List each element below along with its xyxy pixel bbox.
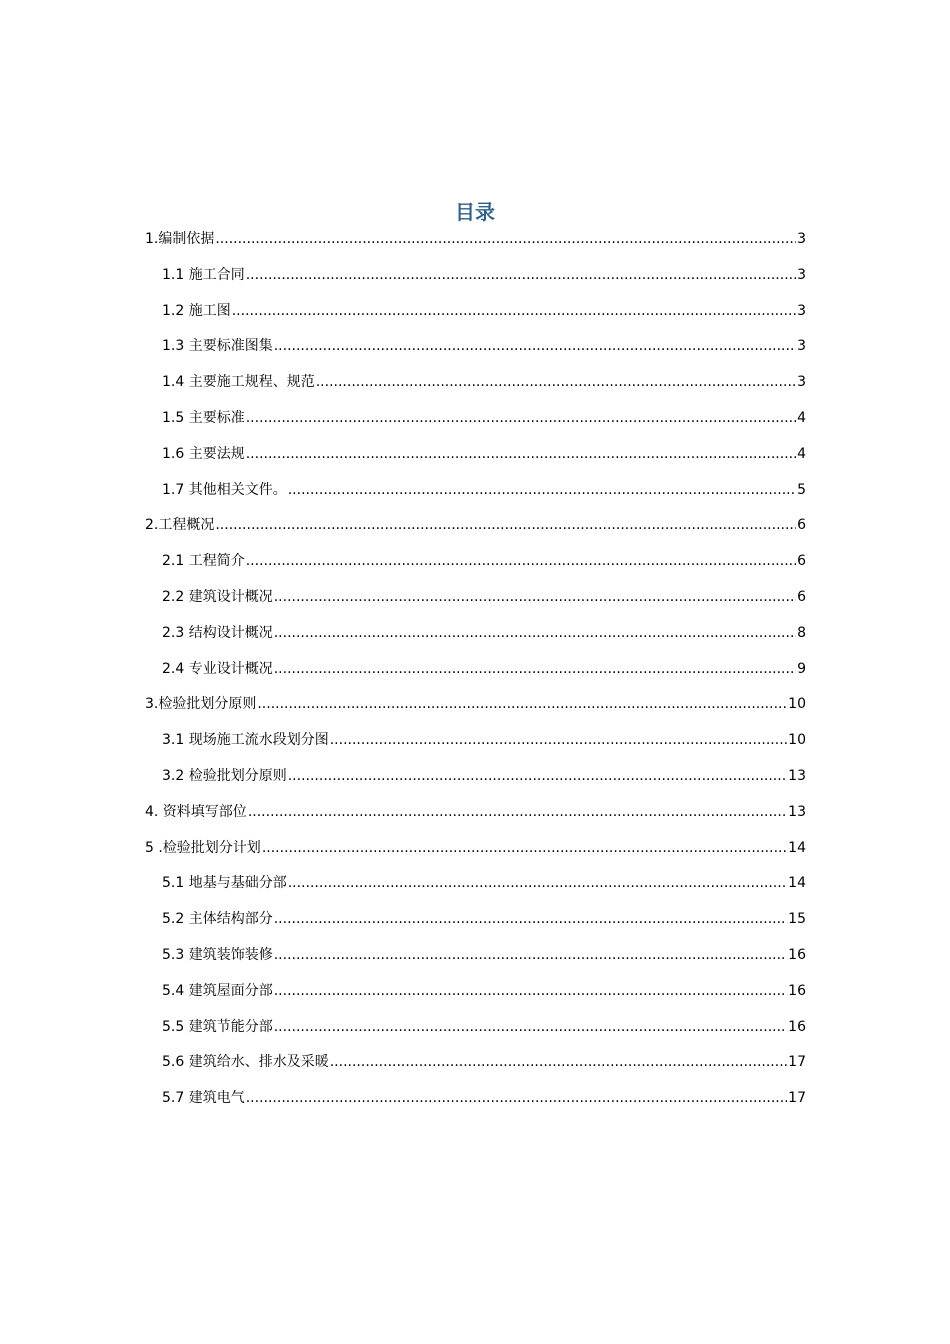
toc-dot-leader (330, 1045, 787, 1081)
toc-entry[interactable] (145, 902, 806, 938)
toc-dot-leader (257, 687, 787, 723)
toc-entry[interactable] (145, 222, 806, 258)
toc-dot-leader (248, 795, 787, 831)
toc-page-number: 4 (797, 409, 806, 426)
toc-entry-label: 5.3 建筑装饰装修 (162, 946, 273, 963)
toc-dot-leader (232, 294, 796, 330)
toc-entry[interactable] (145, 938, 806, 974)
toc-dot-leader (274, 329, 796, 365)
toc-dot-leader (274, 902, 787, 938)
toc-page-number: 3 (797, 266, 806, 283)
toc-dot-leader (274, 616, 796, 652)
toc-entry-label: 4. 资料填写部位 (145, 803, 247, 820)
toc-entry-label: 1.1 施工合同 (162, 266, 245, 283)
toc-entry[interactable] (145, 974, 806, 1010)
toc-dot-leader (288, 866, 787, 902)
toc-entry[interactable] (145, 365, 806, 401)
toc-dot-leader (246, 437, 796, 473)
toc-entry[interactable] (145, 508, 806, 544)
toc-page-number: 5 (797, 481, 806, 498)
toc-dot-leader (288, 759, 787, 795)
toc-entry[interactable] (145, 1045, 806, 1081)
toc-page-number: 8 (797, 624, 806, 641)
toc-entry[interactable] (145, 759, 806, 795)
toc-entry-label: 1.4 主要施工规程、规范 (162, 374, 315, 391)
toc-dot-leader (215, 508, 796, 544)
toc-entry-label: 5.4 建筑屋面分部 (162, 982, 273, 999)
toc-dot-leader (316, 365, 796, 401)
toc-page-number: 3 (797, 231, 806, 247)
toc-page-number: 16 (788, 1018, 806, 1035)
toc-page-number: 4 (797, 445, 806, 462)
toc-entry-label: 5.6 建筑给水、排水及采暖 (162, 1054, 329, 1071)
toc-entry-label: 2.4 专业设计概况 (162, 660, 273, 677)
toc-entry-label: 5.7 建筑电气 (162, 1090, 245, 1107)
toc-page-number: 14 (788, 839, 806, 856)
toc-entry-label: 2.1 工程简介 (162, 553, 245, 570)
toc-entry[interactable] (145, 1010, 806, 1046)
table-of-contents (145, 222, 806, 1117)
toc-entry[interactable] (145, 544, 806, 580)
toc-dot-leader (246, 401, 796, 437)
toc-page-number: 16 (788, 946, 806, 963)
toc-entry[interactable] (145, 866, 806, 902)
toc-page-number: 17 (788, 1054, 806, 1071)
toc-entry[interactable] (145, 258, 806, 294)
toc-entry-label: 5.1 地基与基础分部 (162, 875, 287, 892)
toc-entry[interactable] (145, 795, 806, 831)
toc-entry-label: 3.2 检验批划分原则 (162, 767, 287, 784)
toc-page-number: 13 (788, 803, 806, 820)
toc-page-number: 10 (788, 696, 806, 713)
toc-entry[interactable] (145, 294, 806, 330)
toc-page-number: 16 (788, 982, 806, 999)
toc-entry-label: 2.3 结构设计概况 (162, 624, 273, 641)
toc-entry[interactable] (145, 616, 806, 652)
toc-page-number: 15 (788, 911, 806, 928)
toc-entry-label: 3.检验批划分原则 (145, 696, 257, 713)
toc-entry-label: 1.3 主要标准图集 (162, 338, 273, 355)
toc-entry[interactable] (145, 580, 806, 616)
toc-entry-label: 5 .检验批划分计划 (145, 839, 261, 856)
toc-entry-label: 1.7 其他相关文件。 (162, 481, 287, 498)
toc-entry-label: 1.编制依据 (145, 231, 215, 247)
toc-entry-label: 5.2 主体结构部分 (162, 911, 273, 928)
toc-entry[interactable] (145, 831, 806, 867)
toc-dot-leader (262, 831, 787, 867)
toc-entry-label: 3.1 现场施工流水段划分图 (162, 732, 329, 749)
toc-entry[interactable] (145, 723, 806, 759)
toc-title: 目录 (455, 200, 495, 224)
toc-dot-leader (274, 580, 796, 616)
toc-entry-label: 1.5 主要标准 (162, 409, 245, 426)
toc-dot-leader (246, 544, 796, 580)
toc-dot-leader (246, 258, 796, 294)
toc-entry[interactable] (145, 1081, 806, 1117)
toc-entry[interactable] (145, 437, 806, 473)
toc-entry[interactable] (145, 473, 806, 509)
toc-page-number: 17 (788, 1090, 806, 1107)
toc-page-number: 13 (788, 767, 806, 784)
toc-page-number: 10 (788, 732, 806, 749)
toc-entry[interactable] (145, 401, 806, 437)
toc-page-number: 9 (797, 660, 806, 677)
toc-entry[interactable] (145, 329, 806, 365)
toc-dot-leader (246, 1081, 787, 1117)
toc-dot-leader (274, 974, 787, 1010)
toc-page-number: 14 (788, 875, 806, 892)
toc-entry-label: 1.2 施工图 (162, 302, 231, 319)
toc-dot-leader (330, 723, 787, 759)
toc-dot-leader (215, 222, 796, 258)
toc-entry-label: 1.6 主要法规 (162, 445, 245, 462)
toc-entry-label: 5.5 建筑节能分部 (162, 1018, 273, 1035)
toc-page-number: 6 (797, 588, 806, 605)
toc-dot-leader (274, 938, 787, 974)
toc-entry-label: 2.2 建筑设计概况 (162, 588, 273, 605)
toc-page-number: 6 (797, 553, 806, 570)
toc-page-number: 3 (797, 302, 806, 319)
toc-page-number: 3 (797, 374, 806, 391)
toc-entry[interactable] (145, 652, 806, 688)
toc-dot-leader (274, 1010, 787, 1046)
toc-entry-label: 2.工程概况 (145, 517, 215, 534)
toc-dot-leader (288, 473, 796, 509)
toc-entry[interactable] (145, 687, 806, 723)
toc-page-number: 6 (797, 517, 806, 534)
toc-page-number: 3 (797, 338, 806, 355)
toc-dot-leader (274, 652, 796, 688)
